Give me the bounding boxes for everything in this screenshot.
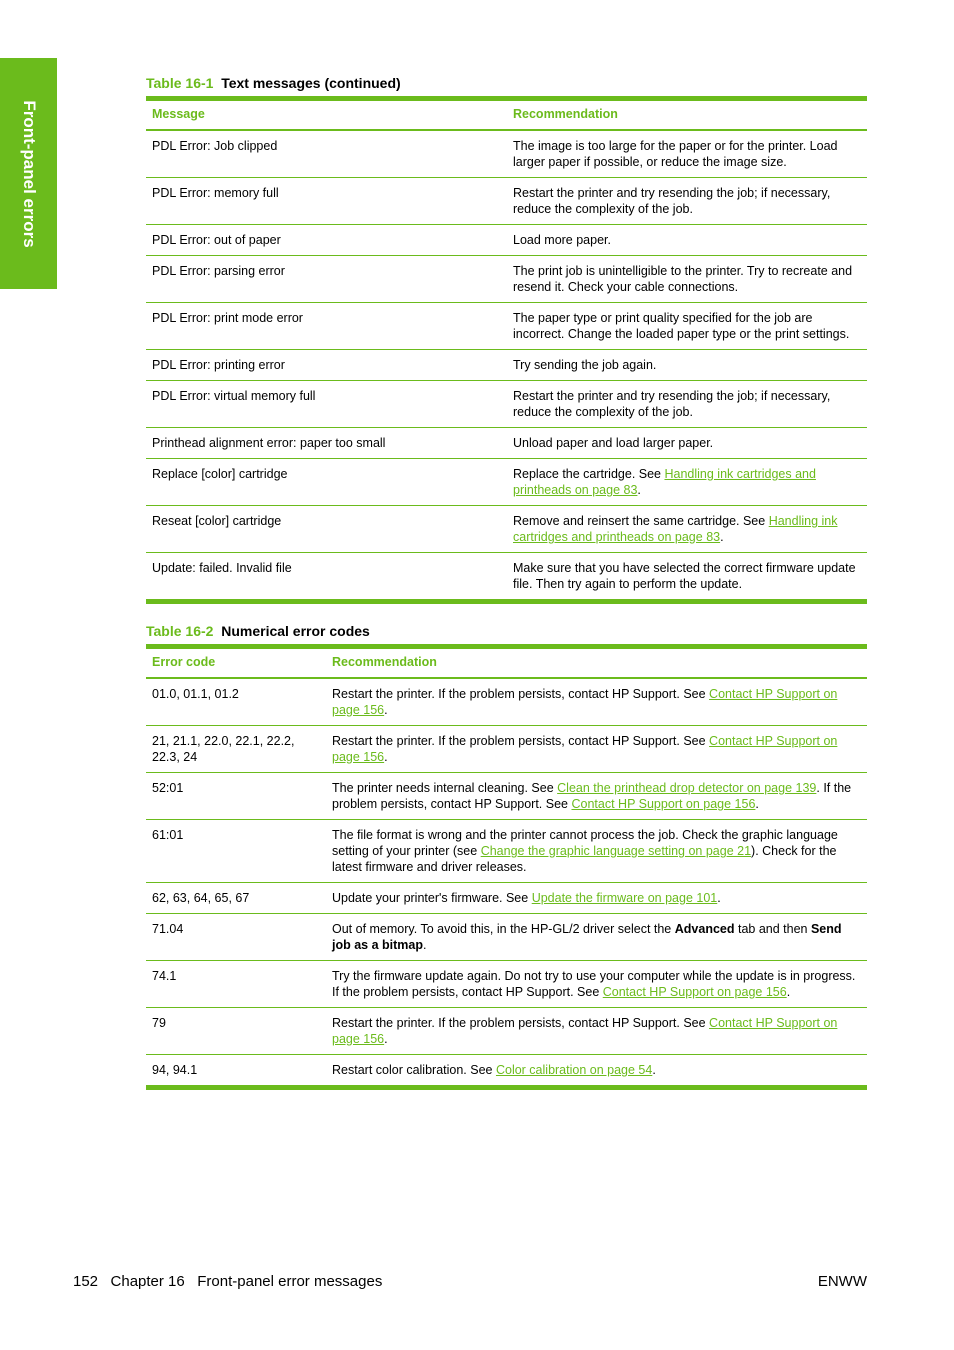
- recommendation-text: Remove and reinsert the same cartridge. See: [513, 514, 769, 528]
- recommendation-text: Load more paper.: [513, 233, 611, 247]
- table-row: [146, 350, 867, 381]
- table-row: [146, 726, 867, 773]
- recommendation-text: Restart the printer. If the problem persists, contact HP Support. See: [332, 687, 710, 701]
- header-message: Message: [152, 107, 205, 121]
- ui-term: Send job as a bitmap: [332, 922, 842, 952]
- recommendation-text: tab and then: [734, 922, 811, 936]
- cross-reference-link[interactable]: Contact HP Support on page 156: [571, 797, 756, 811]
- recommendation-cell: [507, 459, 867, 506]
- message-cell: Reseat [color] cartridge: [152, 514, 282, 528]
- table-row: [146, 961, 867, 1008]
- table-row: [146, 178, 867, 225]
- recommendation-text: .: [786, 985, 791, 999]
- message-cell: PDL Error: Job clipped: [152, 139, 278, 153]
- recommendation-text: .: [423, 938, 427, 952]
- error-code-cell: 62, 63, 64, 65, 67: [152, 891, 250, 905]
- error-code-cell: 52:01: [152, 781, 184, 795]
- cross-reference-link[interactable]: Change the graphic language setting on page 21: [480, 844, 752, 858]
- page-footer: [73, 1272, 867, 1292]
- footer-enww: ENWW: [817, 1273, 867, 1290]
- recommendation-text: Restart color calibration. See: [332, 1063, 496, 1077]
- table-caption: [146, 74, 867, 92]
- footer-page-chapter: 152 Chapter 16 Front-panel error messages: [73, 1273, 383, 1290]
- recommendation-text: The image is too large for the paper or for the printer. Load larger paper if possible, or reduce the image size.: [513, 139, 838, 169]
- table-row: [146, 256, 867, 303]
- side-tab: [0, 58, 57, 289]
- error-code-cell: 79: [152, 1016, 166, 1030]
- recommendation-cell: [326, 726, 867, 773]
- recommendation-cell: [507, 428, 867, 459]
- cross-reference-link[interactable]: Update the firmware on page 101: [531, 891, 718, 905]
- recommendation-cell: [326, 773, 867, 820]
- recommendation-text: .: [384, 1032, 388, 1046]
- table-caption-title: Text messages (continued): [221, 75, 401, 91]
- cross-reference-link[interactable]: Contact HP Support on page 156: [602, 985, 787, 999]
- recommendation-cell: [507, 381, 867, 428]
- recommendation-cell: [326, 820, 867, 883]
- header-recommendation: Recommendation: [332, 655, 437, 669]
- table-row: [146, 130, 867, 178]
- table-header-row: [146, 647, 867, 679]
- recommendation-text: Try the firmware update again. Do not try to use your computer while the update is in progress. If the problem persists, contact HP Support. See: [332, 969, 856, 999]
- table-row: [146, 773, 867, 820]
- recommendation-text: . If the problem persists, contact HP Support. See: [332, 781, 852, 811]
- table-row: [146, 225, 867, 256]
- side-tab-label: Front-panel errors: [19, 99, 39, 248]
- cross-reference-link[interactable]: Handling ink cartridges and printheads on page 83: [513, 467, 816, 497]
- recommendation-text: Update your printer's firmware. See: [332, 891, 532, 905]
- header-recommendation: Recommendation: [513, 107, 618, 121]
- table-row: [146, 381, 867, 428]
- recommendation-text: Out of memory. To avoid this, in the HP-GL/2 driver select the: [332, 922, 675, 936]
- table-caption: [146, 622, 867, 640]
- recommendation-cell: [326, 1055, 867, 1088]
- message-cell: Replace [color] cartridge: [152, 467, 288, 481]
- recommendation-text: Restart the printer and try resending the job; if necessary, reduce the complexity of the job.: [513, 389, 831, 419]
- table-caption-title: Numerical error codes: [221, 623, 370, 639]
- message-cell: PDL Error: out of paper: [152, 233, 281, 247]
- table-numerical-error-codes: [146, 622, 867, 1090]
- cross-reference-link[interactable]: Handling ink cartridges and printheads on page 83: [513, 514, 838, 544]
- error-codes-table: [146, 644, 867, 1090]
- recommendation-cell: [326, 1008, 867, 1055]
- error-code-cell: 21, 21.1, 22.0, 22.1, 22.2, 22.3, 24: [152, 734, 295, 764]
- table-header-row: [146, 99, 867, 131]
- recommendation-cell: [507, 256, 867, 303]
- message-cell: Printhead alignment error: paper too small: [152, 436, 386, 450]
- recommendation-text: Restart the printer. If the problem persists, contact HP Support. See: [332, 734, 710, 748]
- recommendation-cell: [326, 914, 867, 961]
- error-code-cell: 74.1: [152, 969, 177, 983]
- message-cell: PDL Error: print mode error: [152, 311, 303, 325]
- recommendation-text: .: [717, 891, 721, 905]
- error-code-cell: 61:01: [152, 828, 184, 842]
- table-row: [146, 1055, 867, 1088]
- recommendation-text: Try sending the job again.: [513, 358, 657, 372]
- recommendation-text: Restart the printer and try resending the job; if necessary, reduce the complexity of the job.: [513, 186, 831, 216]
- error-code-cell: 01.0, 01.1, 01.2: [152, 687, 239, 701]
- recommendation-text: .: [720, 530, 724, 544]
- recommendation-cell: [326, 961, 867, 1008]
- recommendation-text: The printer needs internal cleaning. See: [332, 781, 558, 795]
- recommendation-text: ). Check for the latest firmware and driver releases.: [332, 844, 837, 874]
- error-code-cell: 71.04: [152, 922, 184, 936]
- recommendation-cell: [507, 553, 867, 602]
- table-row: [146, 1008, 867, 1055]
- table-row: [146, 914, 867, 961]
- ui-term: Advanced: [674, 922, 735, 936]
- table-text-messages: [146, 74, 867, 604]
- table-row: [146, 553, 867, 602]
- table-row: [146, 459, 867, 506]
- recommendation-cell: [507, 130, 867, 178]
- message-cell: PDL Error: virtual memory full: [152, 389, 316, 403]
- recommendation-text: Restart the printer. If the problem persists, contact HP Support. See: [332, 1016, 710, 1030]
- recommendation-text: .: [637, 483, 641, 497]
- cross-reference-link[interactable]: Clean the printhead drop detector on page 139: [557, 781, 817, 795]
- message-cell: Update: failed. Invalid file: [152, 561, 292, 575]
- recommendation-text: .: [755, 797, 759, 811]
- recommendation-cell: [507, 303, 867, 350]
- recommendation-cell: [507, 225, 867, 256]
- recommendation-cell: [326, 678, 867, 726]
- cross-reference-link[interactable]: Contact HP Support on page 156: [332, 687, 838, 717]
- table-row: [146, 678, 867, 726]
- table-row: [146, 883, 867, 914]
- message-cell: PDL Error: memory full: [152, 186, 279, 200]
- recommendation-text: .: [652, 1063, 656, 1077]
- recommendation-cell: [507, 506, 867, 553]
- table-row: [146, 428, 867, 459]
- cross-reference-link[interactable]: Color calibration on page 54: [495, 1063, 653, 1077]
- header-error-code: Error code: [152, 655, 216, 669]
- table-caption-number: Table 16-2: [146, 623, 214, 639]
- text-messages-table: [146, 96, 867, 604]
- recommendation-text: The file format is wrong and the printer cannot process the job. Check the graphic language setting of your printer (see: [332, 828, 838, 858]
- recommendation-text: Make sure that you have selected the correct firmware update file. Then try again to perform the update.: [513, 561, 856, 591]
- recommendation-text: Unload paper and load larger paper.: [513, 436, 714, 450]
- recommendation-cell: [326, 883, 867, 914]
- recommendation-text: The print job is unintelligible to the printer. Try to recreate and resend it. Check your cable connections.: [513, 264, 853, 294]
- table-row: [146, 506, 867, 553]
- table-row: [146, 303, 867, 350]
- message-cell: PDL Error: printing error: [152, 358, 285, 372]
- cross-reference-link[interactable]: Contact HP Support on page 156: [332, 1016, 838, 1046]
- table-row: [146, 820, 867, 883]
- recommendation-text: .: [384, 750, 388, 764]
- message-cell: PDL Error: parsing error: [152, 264, 285, 278]
- table-caption-number: Table 16-1: [146, 75, 214, 91]
- recommendation-text: Replace the cartridge. See: [513, 467, 665, 481]
- cross-reference-link[interactable]: Contact HP Support on page 156: [332, 734, 838, 764]
- recommendation-text: .: [384, 703, 388, 717]
- recommendation-cell: [507, 178, 867, 225]
- recommendation-text: The paper type or print quality specified for the job are incorrect. Change the loaded paper type or the print settings.: [513, 311, 850, 341]
- recommendation-cell: [507, 350, 867, 381]
- error-code-cell: 94, 94.1: [152, 1063, 198, 1077]
